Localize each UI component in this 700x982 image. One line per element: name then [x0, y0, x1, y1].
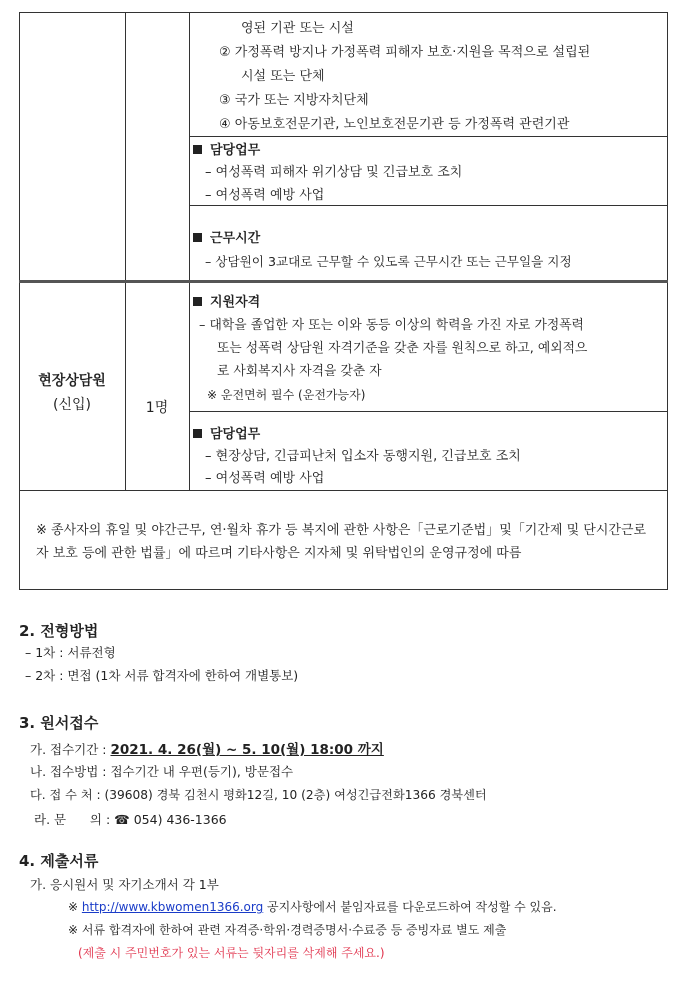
- period-value: 2021. 4. 26(월) ~ 5. 10(월) 18:00 까지: [110, 742, 384, 758]
- duties-heading-2: [193, 424, 260, 446]
- table-border-top: [19, 12, 668, 13]
- section4-title: 4. 제출서류: [19, 852, 99, 870]
- application-address: 다. 접 수 처 : (39608) 경북 김천시 평화12길, 10 (2층) 여성긴급전화1366 경북센터: [30, 788, 487, 802]
- website-link[interactable]: http://www.kbwomen1366.org: [81, 900, 264, 914]
- duties-item: – 여성폭력 예방 사업: [205, 188, 325, 203]
- hours-heading: [193, 228, 260, 250]
- role-headcount: 1명: [145, 400, 169, 416]
- hours-item: – 상담원이 3교대로 근무할 수 있도록 근무시간 또는 근무일을 지정: [205, 254, 572, 269]
- org-line-1: 영된 기관 또는 시설: [241, 21, 354, 36]
- application-period: [30, 738, 384, 758]
- org-line-4: ③ 국가 또는 지방자치단체: [219, 93, 369, 108]
- duties-title: 담당업무: [210, 143, 261, 158]
- recruitment-table: [19, 12, 668, 590]
- duties-item-2: – 여성폭력 예방 사업: [205, 471, 325, 486]
- section2-title: 2. 전형방법: [19, 622, 99, 640]
- contact-value: 054) 436-1366: [133, 812, 227, 827]
- submission-note-3: (제출 시 주민번호가 있는 서류는 뒷자리를 삭제해 주세요.): [78, 946, 385, 960]
- qualification-line: – 대학을 졸업한 자 또는 이와 동등 이상의 학력을 가진 자로 가정폭력: [199, 318, 584, 333]
- welfare-notice: ※ 종사자의 휴일 및 야간근무, 연·월차 휴가 등 복지에 관한 사항은「근로기준법」및「기간제 및 단시간근로자 보호 등에 관한 법률」에 따르며 기타사항은 지자체 및 위탁법인의 운영규정에 따름: [36, 523, 647, 561]
- duties-item-2: – 현장상담, 긴급피난처 입소자 동행지원, 긴급보호 조치: [205, 449, 521, 464]
- row-separator-duties-2: [189, 411, 667, 412]
- contact-label: 라. 문 의 :: [34, 812, 115, 827]
- screening-step: – 1차 : 서류전형: [25, 645, 116, 660]
- period-label: 가. 접수기간 :: [30, 742, 111, 757]
- table-border-right: [667, 12, 668, 590]
- row-separator-notice: [19, 490, 668, 491]
- org-line-3: 시설 또는 단체: [241, 69, 325, 84]
- row-separator-duties: [189, 136, 667, 137]
- section3-title: 3. 원서접수: [19, 714, 99, 732]
- role-subtitle: (신입): [53, 397, 91, 413]
- application-method: 나. 접수방법 : 접수기간 내 우편(등기), 방문접수: [30, 764, 294, 779]
- column-divider-1: [125, 12, 126, 491]
- org-line-5: ④ 아동보호전문기관, 노인보호전문기관 등 가정폭력 관련기관: [219, 117, 570, 132]
- duties-heading: [193, 140, 260, 162]
- table-border-bottom: [19, 589, 668, 590]
- note-mark: ※: [68, 900, 82, 914]
- role-title: 현장상담원: [38, 373, 106, 389]
- qualification-line: 로 사회복지사 자격을 갖춘 자: [217, 364, 382, 379]
- note1-text: 공지사항에서 붙임자료를 다운로드하여 작성할 수 있음.: [263, 900, 557, 914]
- table-border-left: [19, 12, 20, 590]
- duties-title-2: 담당업무: [210, 427, 261, 442]
- square-bullet-icon: [193, 233, 202, 242]
- role-name: [19, 369, 125, 417]
- qualification-line: 또는 성폭력 상담원 자격기준을 갖춘 자를 원칙으로 하고, 예외적으: [217, 341, 588, 356]
- qualification-heading: [193, 292, 260, 314]
- org-line-2: ② 가정폭력 방지나 가정폭력 피해자 보호·지원을 목적으로 설립된: [219, 45, 591, 60]
- submission-note-2: ※ 서류 합격자에 한하여 관련 자격증·학위·경력증명서·수료증 등 증빙자료 별도 제출: [68, 923, 507, 937]
- qualification-title: 지원자격: [210, 295, 261, 310]
- screening-step: – 2차 : 면접 (1차 서류 합격자에 한하여 개별통보): [25, 668, 299, 683]
- square-bullet-icon: [193, 297, 202, 306]
- row-separator-main: [19, 280, 668, 283]
- duties-item: – 여성폭력 피해자 위기상담 및 긴급보호 조치: [205, 165, 463, 180]
- submission-item: 가. 응시원서 및 자기소개서 각 1부: [30, 877, 219, 892]
- qualification-note: ※ 운전면허 필수 (운전가능자): [207, 388, 366, 402]
- square-bullet-icon: [193, 429, 202, 438]
- application-contact: [34, 810, 227, 828]
- submission-note-1: [68, 898, 557, 915]
- column-divider-2: [189, 12, 190, 491]
- hours-title: 근무시간: [210, 231, 261, 246]
- phone-icon: ☎: [114, 812, 130, 827]
- square-bullet-icon: [193, 145, 202, 154]
